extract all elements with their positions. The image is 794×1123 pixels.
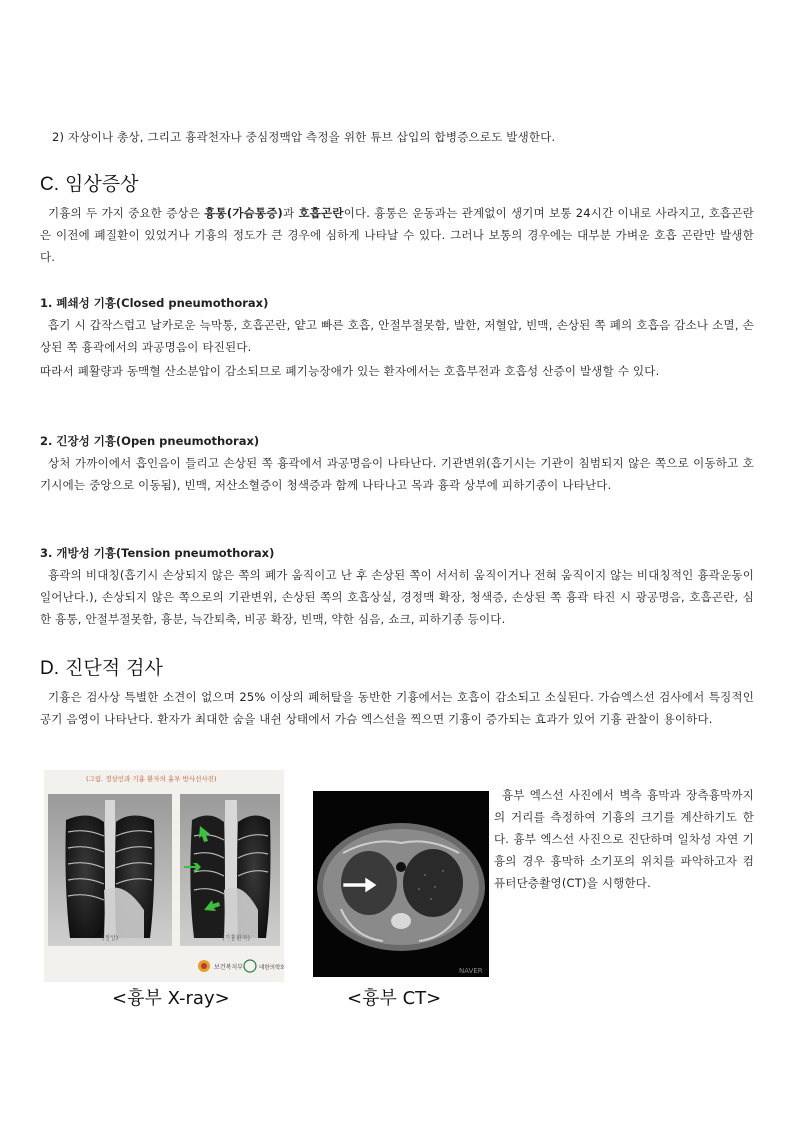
intro-bold-dyspnea: 호흡곤란 bbox=[298, 206, 344, 220]
intro-text: 이다. 흉통은 운동과는 관계없이 생기며 보통 24시간 이내로 사라지고, 호흡곤란은 이전에 폐질환이 있었거나 기흉의 정도가 큰 경우에 심하게 나타날 수 있다. 그러나 보통의 경우에는 대부분 가벼운 호흡 곤란만 발생한다. bbox=[40, 206, 754, 264]
logo1-text: 보건복지부 bbox=[214, 964, 243, 971]
item-1-heading: 1. 폐쇄성 기흉(Closed pneumothorax) bbox=[40, 296, 269, 310]
xray-figure bbox=[44, 770, 284, 982]
logo2-text: 대한의학회 bbox=[259, 965, 284, 971]
section-c-title: 임상증상 bbox=[65, 173, 139, 195]
ct-left-lung bbox=[403, 849, 463, 917]
ct-watermark: NAVER bbox=[459, 967, 483, 975]
caption-xray: <흉부 X-ray> bbox=[112, 988, 230, 1009]
ct-image bbox=[313, 791, 489, 977]
section-c-letter: C. bbox=[40, 174, 59, 195]
section-c-heading bbox=[40, 172, 138, 197]
caption-ct: <흉부 CT> bbox=[347, 988, 442, 1009]
intro-text: 기흉의 두 가지 중요한 증상은 bbox=[48, 206, 205, 220]
item-2-heading: 2. 긴장성 기흉(Open pneumothorax) bbox=[40, 434, 260, 448]
section-d-heading bbox=[40, 656, 163, 681]
intro-bold-chest-pain: 흉통(가슴통증) bbox=[204, 206, 284, 220]
ct-vertebra bbox=[391, 913, 411, 929]
item-2-para-1: 상처 가까이에서 흡인음이 들리고 손상된 쪽 흉곽에서 과공명음이 나타난다. 기관변위(흡기시는 기관이 침범되지 않은 쪽으로 이동하고 호기시에는 중앙으로 이동됨), 빈맥, 저산소혈증이 청색증과 함께 나타나고 목과 흉곽 상부에 피하기종이 나타난다. bbox=[40, 456, 754, 492]
section-d-side-text: 흉부 엑스선 사진에서 벽측 흉막과 장측흉막까지의 거리를 측정하여 기흉의 크기를 계산하기도 한다. 흉부 엑스선 사진으로 진단하며 일차성 자연 기흉의 경우 흉막하 소기포의 위치를 파악하고자 컴퓨터단층촬영(CT)을 시행한다. bbox=[494, 788, 754, 890]
item-1-para-1: 흡기 시 갑작스럽고 날카로운 늑막통, 호흡곤란, 얕고 빠른 호흡, 안절부절못함, 발한, 저혈압, 빈맥, 손상된 쪽 폐의 호흡음 감소나 소멸, 손상된 쪽 흉곽에서의 과공명음이 타진된다. bbox=[40, 318, 754, 354]
ct-trachea bbox=[396, 862, 406, 872]
ministry-logo-icon-inner bbox=[201, 963, 207, 969]
section-d-title: 진단적 검사 bbox=[65, 657, 163, 679]
patient-label: (기흉환자) bbox=[222, 935, 250, 942]
section-d-letter: D. bbox=[40, 658, 59, 679]
item-3-heading: 3. 개방성 기흉(Tension pneumothorax) bbox=[40, 546, 275, 560]
top-list-item: 2) 자상이나 총상, 그리고 흉곽천자나 중심정맥압 측정을 위한 튜브 삽입의 합병증으로도 발생한다. bbox=[52, 130, 556, 144]
section-c-intro bbox=[40, 202, 754, 268]
xray-image bbox=[44, 770, 284, 982]
item-1-para-2: 따라서 폐활량과 동맥혈 산소분압이 감소되므로 폐기능장애가 있는 환자에서는 호흡부전과 호흡성 산증이 발생할 수 있다. bbox=[40, 364, 660, 378]
xray-top-label: (그림. 정상인과 기흉 환자의 흉부 방사선사진) bbox=[86, 775, 217, 783]
section-d-para: 기흉은 검사상 특별한 소견이 없으며 25% 이상의 폐허탈을 동반한 기흉에서는 호흡이 감소되고 소실된다. 가슴엑스선 검사에서 특징적인 공기 음영이 나타난다. 환자가 최대한 숨을 내쉰 상태에서 가슴 엑스선을 찍으면 기흉이 증가되는 효과가 있어 기흉 관찰이 용이하다. bbox=[40, 690, 754, 726]
item-3-para-1: 흉곽의 비대칭(흡기시 손상되지 않은 쪽의 폐가 움직이고 난 후 손상된 쪽이 서서히 움직이거나 전혀 움직이지 않는 비대칭적인 흉곽운동이 일어난다.), 손상되지 않은 쪽으로의 기관변위, 손상된 쪽의 호흡상실, 경정맥 확장, 청색증, 손상된 쪽 흉곽 타진 시 광공명음, 호흡곤란, 심한 흉통, 안절부절못함, 흉분, 늑간퇴축, 비공 확장, 빈맥, 약한 심음, 쇼크, 피하기종 등이다. bbox=[40, 568, 754, 626]
normal-label: (정상) bbox=[101, 935, 119, 942]
ct-figure bbox=[313, 791, 489, 977]
kams-logo-icon bbox=[244, 960, 256, 972]
intro-text: 과 bbox=[283, 206, 299, 220]
